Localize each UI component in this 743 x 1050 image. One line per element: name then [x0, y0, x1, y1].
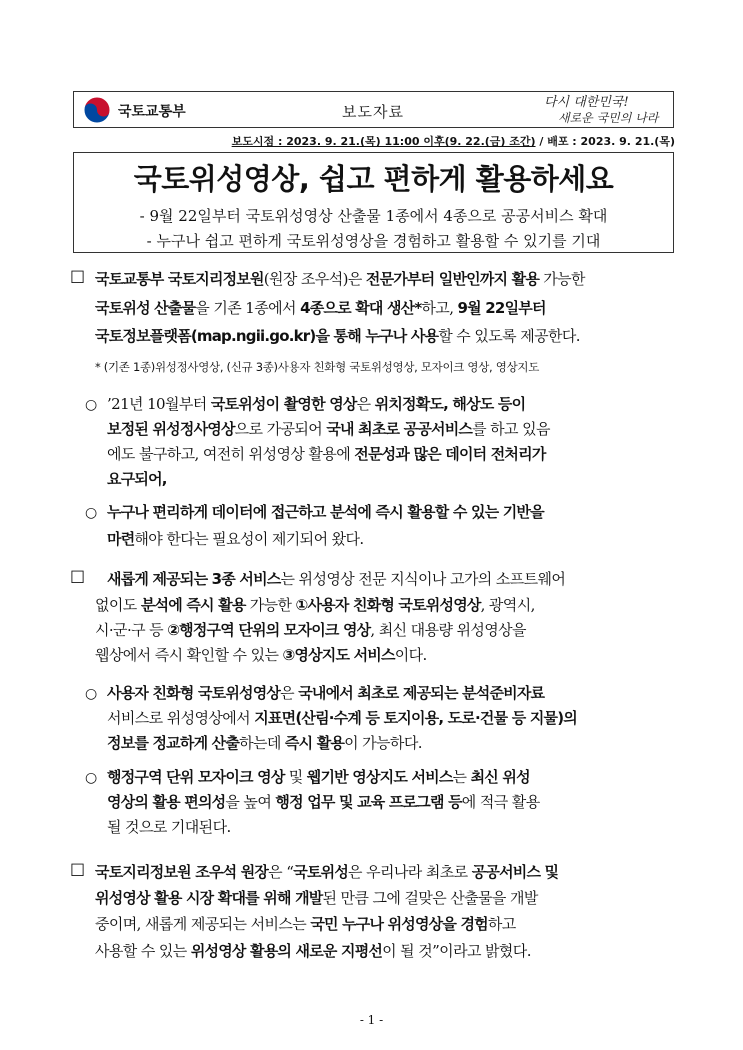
paragraph-line: 사용자 친화형 국토위성영상은 국내에서 최초로 제공되는 분석준비자료 — [107, 684, 545, 702]
paragraph-line: 중이며, 새롭게 제공되는 서비스는 국민 누구나 위성영상을 경험하고 — [95, 915, 516, 933]
page-number: - 1 - — [359, 1013, 384, 1027]
box-bullet: □ — [70, 266, 86, 285]
paragraph-line: 국토지리정보원 조우석 원장은 “국토위성은 우리나라 최초로 공공서비스 및 — [95, 863, 559, 881]
distribution-date: / 배포 : 2023. 9. 21.(목) — [535, 135, 675, 148]
release-time: 보도시점 : 2023. 9. 21.(목) 11:00 이후(9. 22.(금) 조간) — [231, 135, 536, 148]
paragraph-line: 요구되어, — [107, 470, 167, 488]
paragraph-line: 새롭게 제공되는 3종 서비스는 위성영상 전문 지식이나 고가의 소프트웨어 — [107, 570, 566, 588]
document-type: 보도자료 — [342, 103, 404, 121]
release-info — [60, 133, 675, 149]
paragraph-line: 영상의 활용 편의성을 높여 행정 업무 및 교육 프로그램 등에 적극 활용 — [107, 793, 540, 811]
paragraph-line: 누구나 편리하게 데이터에 접근하고 분석에 즉시 활용할 수 있는 기반을 — [107, 503, 544, 521]
circle-bullet: ○ — [85, 505, 98, 521]
paragraph-line: 정보를 정교하게 산출하는데 즉시 활용이 가능하다. — [107, 734, 422, 752]
paragraph-line: ’21년 10월부터 국토위성이 촬영한 영상은 위치정확도, 해상도 등이 — [107, 395, 526, 413]
circle-bullet: ○ — [85, 686, 98, 702]
paragraph-line: 국토교통부 국토지리정보원(원장 조우석)은 전문가부터 일반인까지 활용 가능한 — [95, 270, 585, 288]
paragraph-line: 될 것으로 기대된다. — [107, 818, 231, 836]
ministry-name: 국토교통부 — [118, 104, 186, 120]
paragraph-line: 서비스로 위성영상에서 지표면(산림·수계 등 토지이용, 도로·건물 등 지물)의 — [107, 709, 577, 727]
footnote: * (기존 1종)위성정사영상, (신규 3종)사용자 친화형 국토위성영상, 모자이크 영상, 영상지도 — [95, 360, 539, 374]
subtitle-2: - 누구나 쉽고 편하게 국토위성영상을 경험하고 활용할 수 있기를 기대 — [146, 232, 601, 250]
paragraph-line: 국토정보플랫폼(map.ngii.go.kr)을 통해 누구나 사용할 수 있도록 제공한다. — [95, 327, 580, 345]
subtitle-1: - 9월 22일부터 국토위성영상 산출물 1종에서 4종으로 공공서비스 확대 — [139, 207, 608, 225]
paragraph-line: 마련해야 한다는 필요성이 제기되어 왔다. — [107, 530, 364, 548]
paragraph-line: 없이도 분석에 즉시 활용 가능한 ①사용자 친화형 국토위성영상, 광역시, — [95, 596, 535, 614]
paragraph-line: 위성영상 활용 시장 확대를 위해 개발된 만큼 그에 걸맞은 산출물을 개발 — [95, 889, 538, 907]
box-bullet: □ — [70, 566, 86, 585]
paragraph-line: 보정된 위성정사영상으로 가공되어 국내 최초로 공공서비스를 하고 있음 — [107, 420, 550, 438]
circle-bullet: ○ — [85, 397, 98, 413]
slogan-line2: 새로운 국민의 나라 — [558, 111, 659, 125]
headline: 국토위성영상, 쉽고 편하게 활용하세요 — [133, 162, 614, 196]
circle-bullet: ○ — [85, 770, 98, 786]
title-box — [73, 152, 674, 253]
paragraph-line: 사용할 수 있는 위성영상 활용의 새로운 지평선이 될 것”이라고 밝혔다. — [95, 942, 531, 960]
paragraph-line: 행정구역 단위 모자이크 영상 및 웹기반 영상지도 서비스는 최신 위성 — [107, 768, 530, 786]
paragraph-line: 시·군·구 등 ②행정구역 단위의 모자이크 영상, 최신 대용량 위성영상을 — [95, 621, 526, 639]
paragraph-line: 에도 불구하고, 여전히 위성영상 활용에 전문성과 많은 데이터 전처리가 — [107, 445, 546, 463]
government-emblem-icon — [82, 95, 112, 125]
slogan-line1: 다시 대한민국! — [544, 95, 629, 110]
paragraph-line: 웹상에서 즉시 확인할 수 있는 ③영상지도 서비스이다. — [95, 646, 427, 664]
slogan-handwriting — [534, 92, 682, 126]
paragraph-line: 국토위성 산출물을 기존 1종에서 4종으로 확대 생산*하고, 9월 22일부터 — [95, 299, 546, 317]
box-bullet: □ — [70, 859, 86, 878]
